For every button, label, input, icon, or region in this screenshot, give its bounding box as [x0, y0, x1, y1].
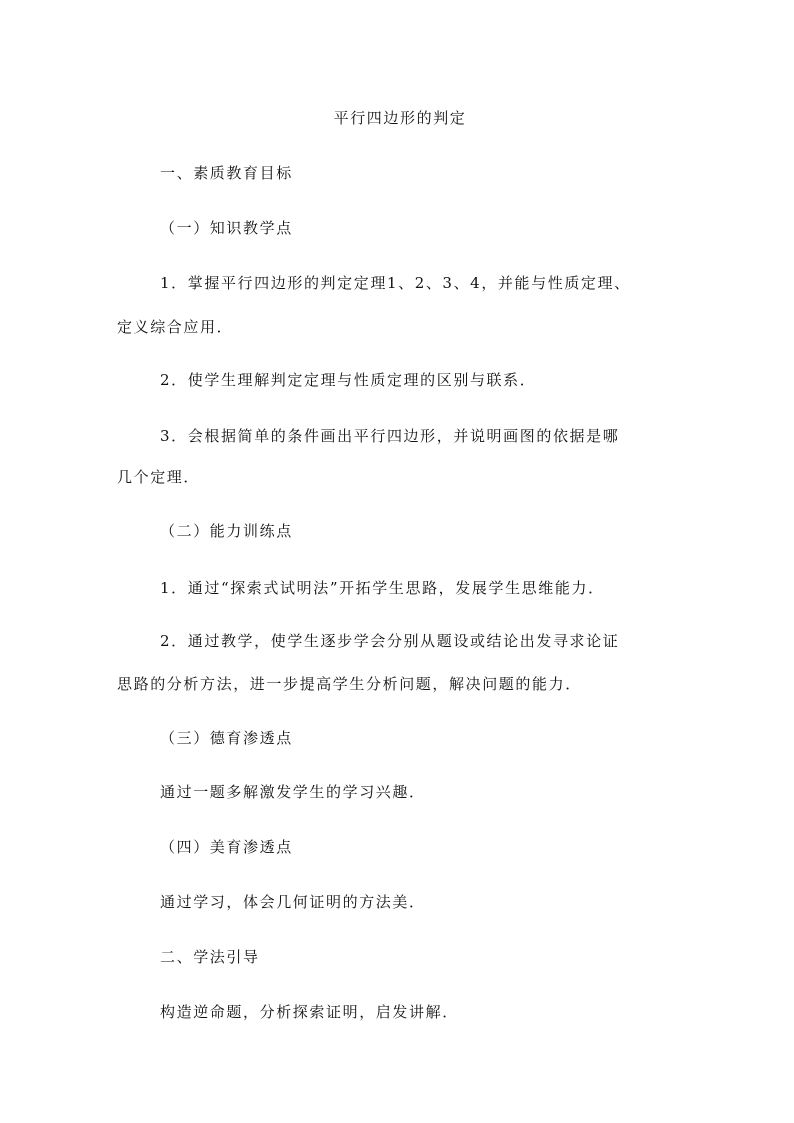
subsection-heading-4: （四）美育渗透点: [160, 838, 293, 856]
subsection-heading-3: （三）德育渗透点: [160, 729, 293, 747]
paragraph-line: 定义综合应用．: [117, 318, 234, 336]
paragraph-line: 2．使学生理解判定定理与性质定理的区别与联系．: [160, 371, 537, 389]
section-heading-2: 二、学法引导: [160, 948, 260, 966]
subsection-heading-2: （二）能力训练点: [160, 522, 293, 540]
paragraph-line: 2．通过教学，使学生逐步学会分别从题设或结论出发寻求论证: [160, 632, 620, 650]
section-heading-1: 一、素质教育目标: [160, 164, 293, 182]
paragraph-line: 通过学习，体会几何证明的方法美．: [160, 893, 426, 911]
paragraph-line: 思路的分析方法，进一步提高学生分析问题，解决问题的能力．: [117, 675, 582, 693]
paragraph-line: 1．通过“探索式试明法”开拓学生思路，发展学生思维能力．: [160, 579, 605, 597]
paragraph-line: 几个定理．: [117, 468, 201, 486]
paragraph-line: 1．掌握平行四边形的判定定理1、2、3、4，并能与性质定理、: [160, 274, 631, 292]
subsection-heading-1: （一）知识教学点: [160, 219, 293, 237]
paragraph-line: 通过一题多解激发学生的学习兴趣．: [160, 783, 426, 801]
paragraph-line: 构造逆命题，分析探索证明，启发讲解．: [160, 1003, 459, 1021]
document-title: 平行四边形的判定: [333, 109, 467, 127]
paragraph-line: 3．会根据简单的条件画出平行四边形，并说明画图的依据是哪: [160, 427, 620, 445]
